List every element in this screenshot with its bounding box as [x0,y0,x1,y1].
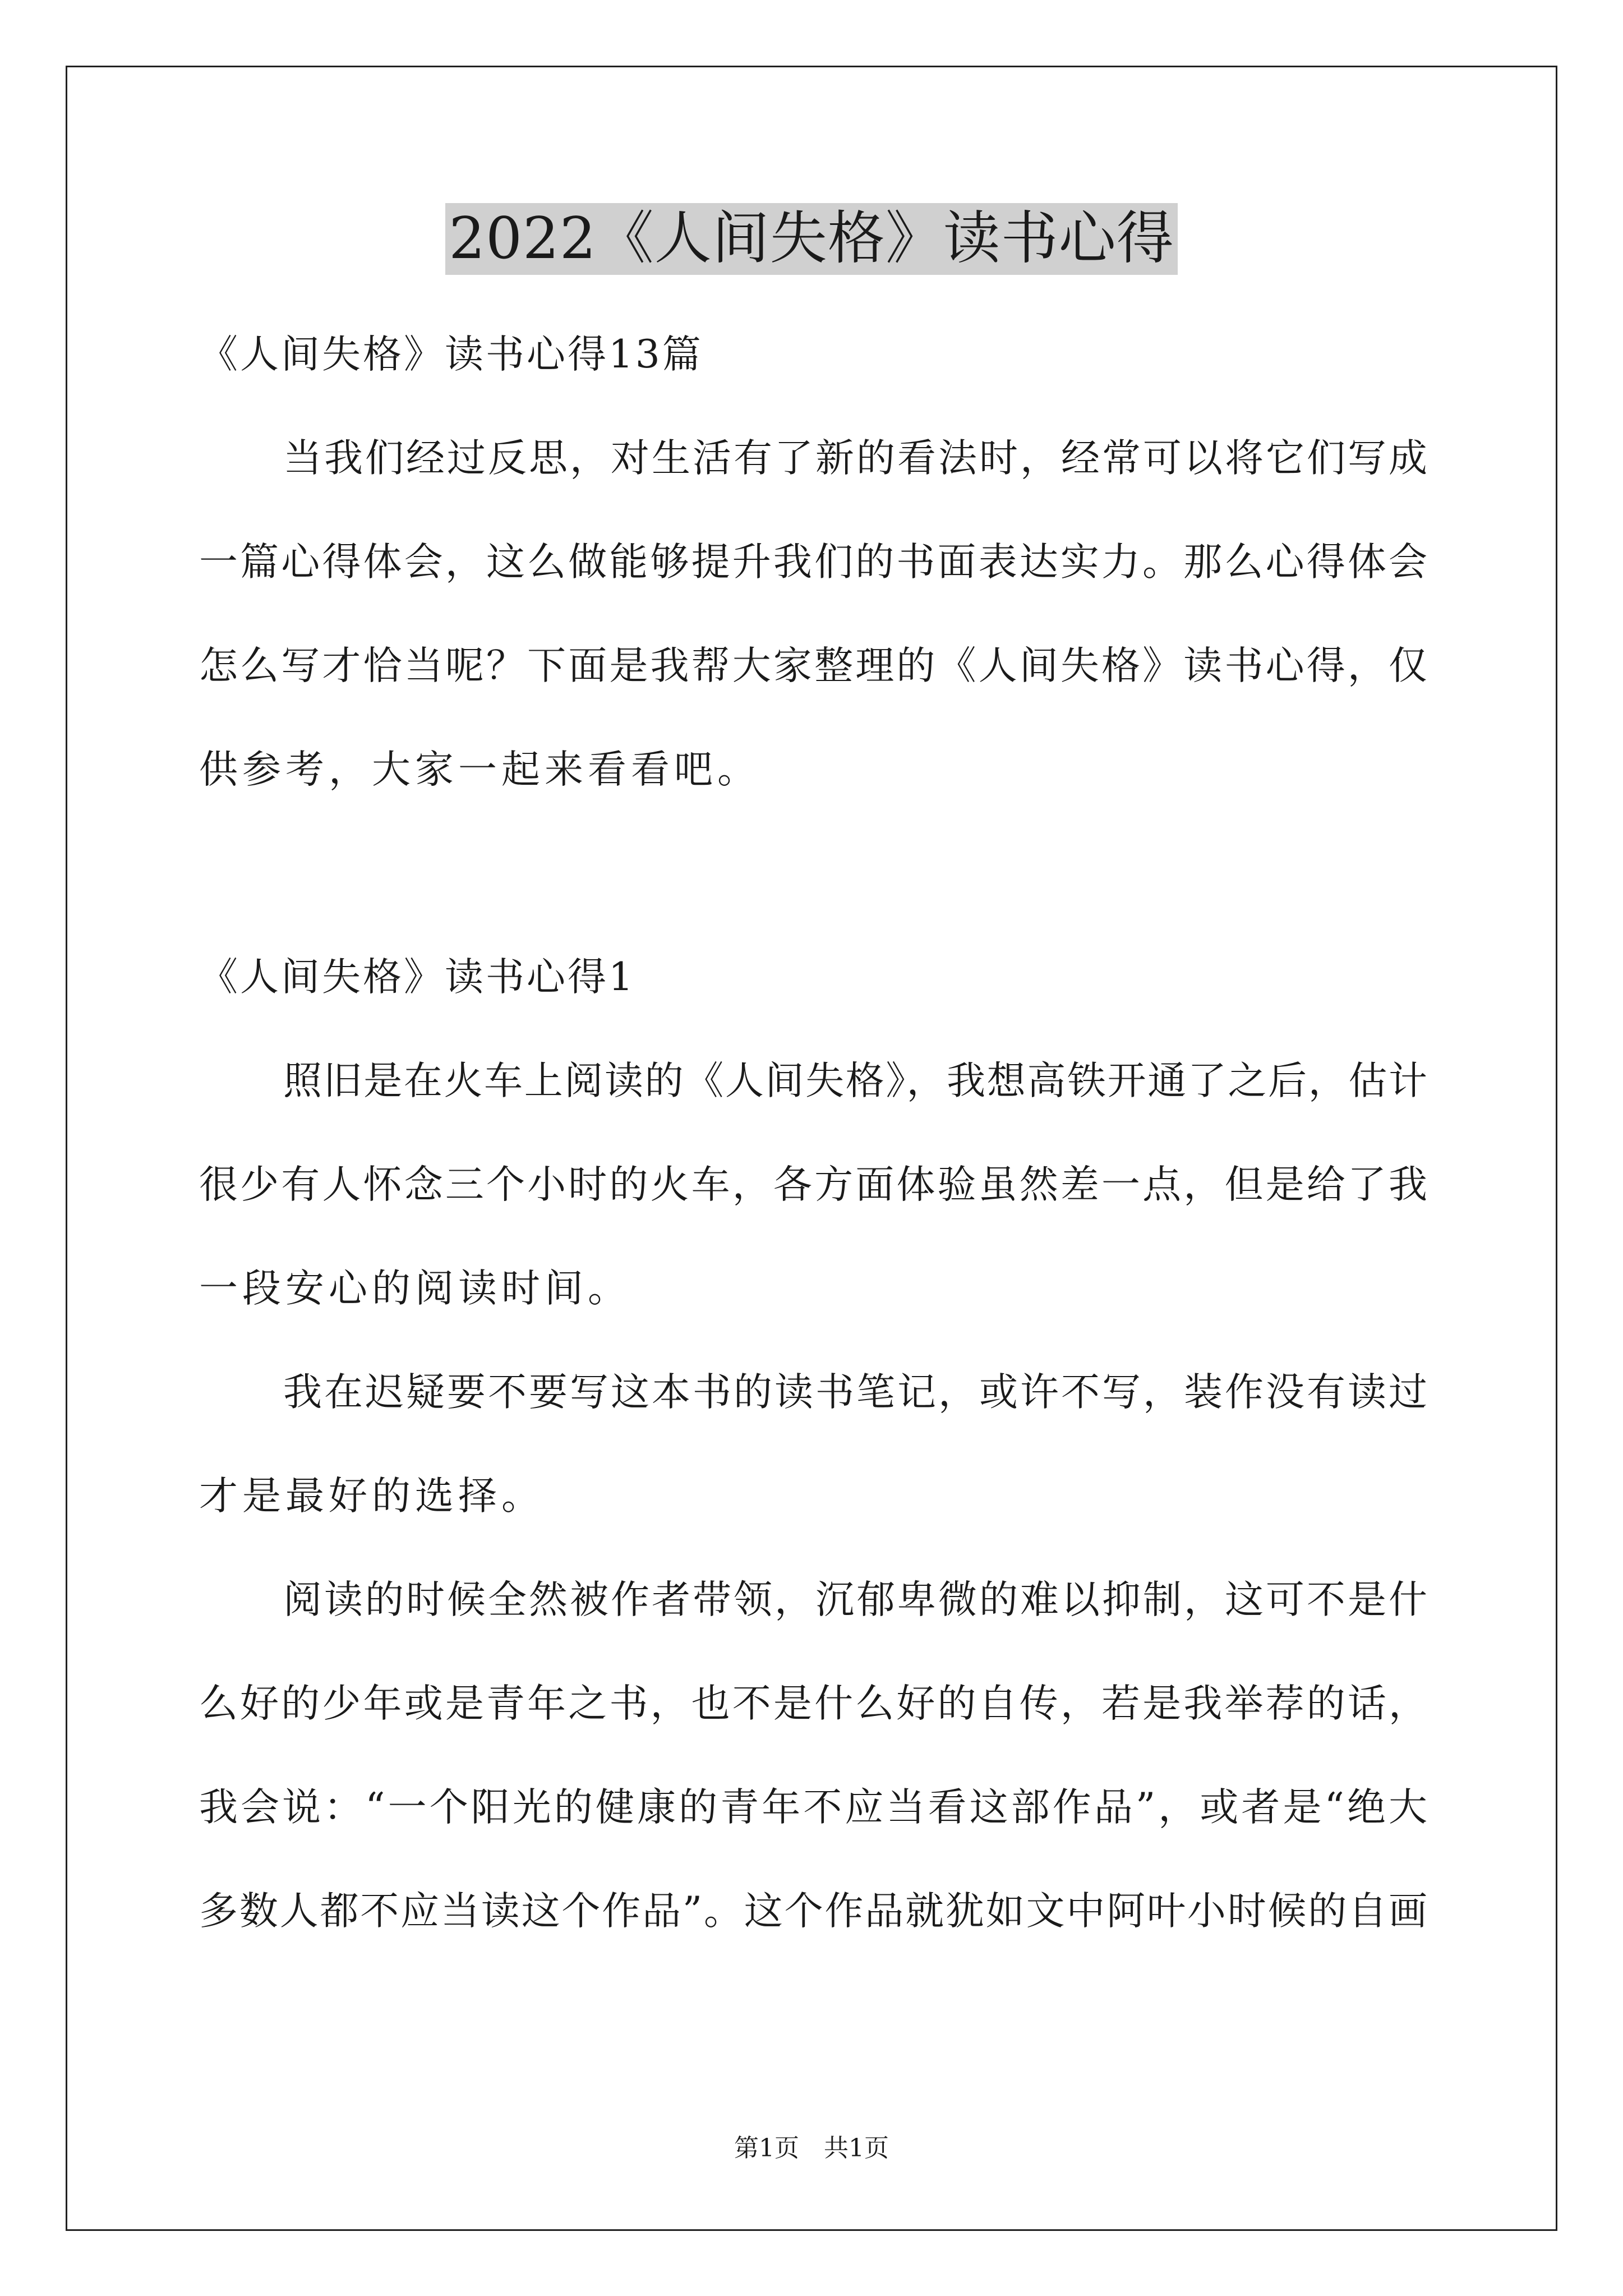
paragraph-line: 我在迟疑要不要写这本书的读书笔记，或许不写，装作没有读过 [283,1370,1427,1415]
page-number-footer: 第1页 共1页 [734,2134,889,2162]
document-body [199,303,1427,1963]
section-heading: 《人间失格》读书心得1 [199,955,635,1000]
paragraph-line: 当我们经过反思，对生活有了新的看法时，经常可以将它们写成 [283,436,1427,481]
paragraph-line: 么好的少年或是青年之书，也不是什么好的自传，若是我举荐的话， [199,1681,1427,1726]
document-title: 2022《人间失格》读书心得 [445,203,1178,275]
paragraph-line: 多数人都不应当读这个作品”。这个作品就犹如文中阿叶小时候的自画 [199,1889,1427,1934]
title-container [0,203,1623,275]
paragraph-line: 怎么写才恰当呢？下面是我帮大家整理的《人间失格》读书心得，仅 [199,643,1427,688]
paragraph-line: 才是最好的选择。 [199,1474,545,1519]
paragraph-line: 很少有人怀念三个小时的火车，各方面体验虽然差一点，但是给了我 [199,1162,1427,1207]
document-subtitle: 《人间失格》读书心得13篇 [199,332,703,377]
paragraph-line: 照旧是在火车上阅读的《人间失格》，我想高铁开通了之后，估计 [283,1059,1427,1103]
paragraph-line: 供参考，大家一起来看看吧。 [199,747,760,792]
spacer [199,822,1427,926]
paragraph-line: 一段安心的阅读时间。 [199,1266,631,1311]
paragraph-line: 一篇心得体会，这么做能够提升我们的书面表达实力。那么心得体会 [199,540,1427,585]
paragraph-line: 我会说：“一个阳光的健康的青年不应当看这部作品”，或者是“绝大 [199,1785,1427,1830]
paragraph-line: 阅读的时候全然被作者带领，沉郁卑微的难以抑制，这可不是什 [283,1577,1427,1622]
